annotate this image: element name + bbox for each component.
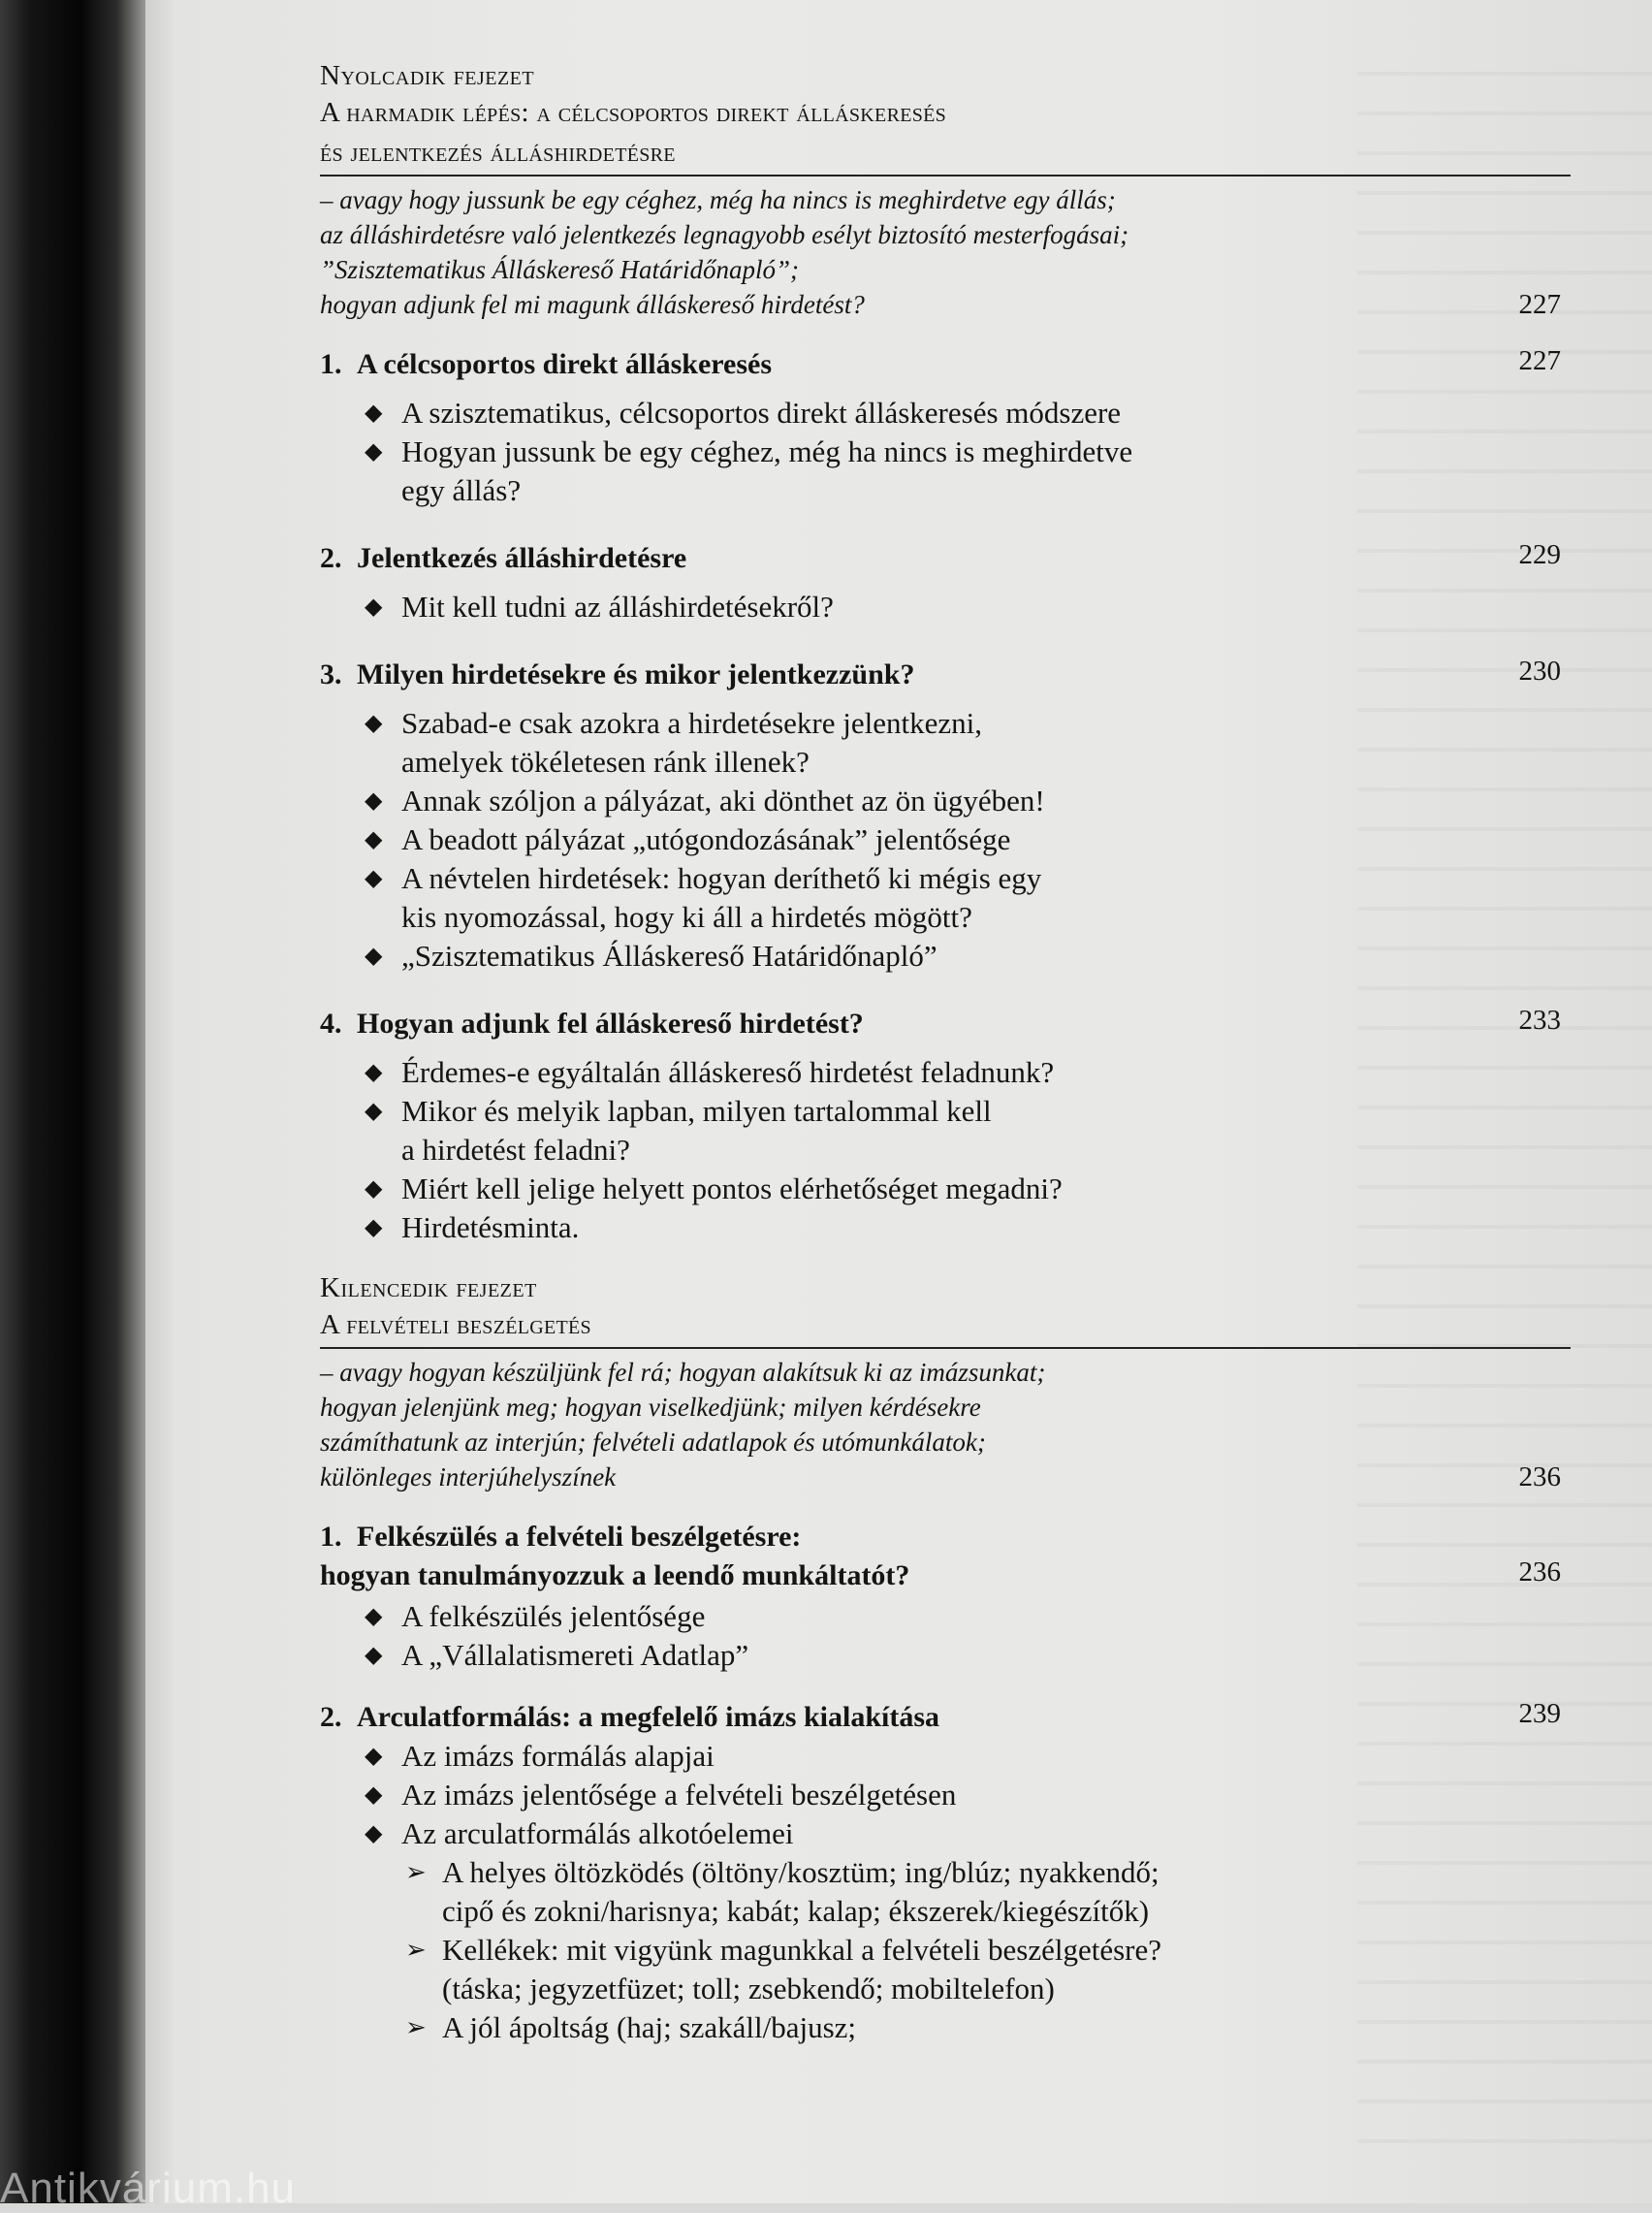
diamond-bullet-icon: ◆ bbox=[365, 1604, 383, 1629]
chapter-9-title: A felvételi beszélgetés bbox=[320, 1309, 591, 1340]
section-number: 4. bbox=[320, 1008, 342, 1040]
section-title: Milyen hirdetésekre és mikor jelentkezzünk? bbox=[357, 658, 915, 690]
section-title: Arculatformálás: a megfelelő imázs kialakítása bbox=[357, 1701, 940, 1733]
chapter-8-label: Nyolcadik fejezet bbox=[320, 60, 535, 91]
chapter-8-title-line-2: és jelentkezés álláshirdetésre bbox=[320, 137, 676, 168]
list-item: ◆ Miért kell jelige helyett pontos elérhetőséget megadni? bbox=[320, 1170, 1652, 1208]
list-item: ◆ Mit kell tudni az álláshirdetésekről? bbox=[320, 588, 1652, 626]
chapter-9-intro bbox=[320, 1355, 1561, 1494]
list-item: ◆ Annak szóljon a pályázat, aki dönthet az ön ügyében! bbox=[320, 782, 1652, 820]
bullet-list bbox=[320, 1053, 1652, 1247]
page-number: 230 bbox=[1518, 656, 1561, 687]
chapter-8-intro bbox=[320, 182, 1561, 322]
intro-line: – avagy hogyan készüljünk fel rá; hogyan alakítsuk ki az imázsunkat; bbox=[320, 1358, 1046, 1387]
diamond-bullet-icon: ◆ bbox=[365, 1643, 383, 1668]
arrow-bullet-icon: ➢ bbox=[405, 2013, 427, 2041]
list-item: ◆ A szisztematikus, célcsoportos direkt álláskeresés módszere bbox=[320, 394, 1652, 433]
section-number: 3. bbox=[320, 658, 342, 690]
bullet-list bbox=[320, 588, 1652, 626]
list-item: ◆ Az imázs formálás alapjai bbox=[320, 1737, 1652, 1776]
list-item: ◆ Hirdetésminta. bbox=[320, 1208, 1652, 1247]
diamond-bullet-icon: ◆ bbox=[365, 401, 383, 426]
diamond-bullet-icon: ◆ bbox=[365, 711, 383, 736]
diamond-bullet-icon: ◆ bbox=[365, 594, 383, 620]
book-spine-edge bbox=[0, 0, 145, 2203]
toc-section-continuation[interactable] bbox=[320, 1556, 1561, 1595]
list-item: ◆ Szabad-e csak azokra a hirdetésekre jelentkezni, bbox=[320, 704, 1652, 743]
diamond-bullet-icon: ◆ bbox=[365, 1060, 383, 1085]
arrow-bullet-icon: ➢ bbox=[405, 1936, 427, 1964]
list-item-continuation: kis nyomozással, hogy ki áll a hirdetés mögött? bbox=[401, 900, 972, 934]
intro-text: különleges interjúhelyszínek bbox=[320, 1462, 617, 1491]
sub-list-item-continuation: cipő és zokni/harisnya; kabát; kalap; ékszerek/kiegészítők) bbox=[442, 1894, 1150, 1928]
section-title: Hogyan adjunk fel álláskereső hirdetést? bbox=[357, 1008, 864, 1040]
page-number: 236 bbox=[1518, 1461, 1561, 1492]
chapter-9-label: Kilencedik fejezet bbox=[320, 1272, 537, 1303]
toc-section[interactable] bbox=[320, 1005, 1561, 1043]
diamond-bullet-icon: ◆ bbox=[365, 944, 383, 969]
list-item: ◆ A névtelen hirdetések: hogyan deríthető ki mégis egy bbox=[320, 859, 1652, 898]
list-item: ◆ Az imázs jelentősége a felvételi beszélgetésen bbox=[320, 1776, 1652, 1814]
sub-list-item: ➢ Kellékek: mit vigyünk magunkkal a felvételi beszélgetésre? bbox=[320, 1931, 1652, 1970]
chapter-8-title-line-1: A harmadik lépés: a célcsoportos direkt álláskeresés bbox=[320, 97, 947, 128]
intro-line: az álláshirdetésre való jelentkezés legnagyobb esélyt biztosító mesterfogásai; bbox=[320, 220, 1129, 249]
diamond-bullet-icon: ◆ bbox=[365, 1099, 383, 1124]
book-page bbox=[145, 0, 1652, 2203]
list-item: ◆ „Szisztematikus Álláskereső Határidőnapló” bbox=[320, 937, 1652, 976]
section-title: A célcsoportos direkt álláskeresés bbox=[357, 348, 773, 380]
diamond-bullet-icon: ◆ bbox=[365, 439, 383, 465]
section-number: 2. bbox=[320, 1701, 342, 1733]
chapter-8-rule bbox=[320, 175, 1571, 176]
chapter-9-rule bbox=[320, 1347, 1571, 1349]
page-number: 239 bbox=[1518, 1698, 1561, 1729]
list-item: ◆ Az arculatformálás alkotóelemei bbox=[320, 1814, 1652, 1853]
list-item: ◆ A beadott pályázat „utógondozásának” jelentősége bbox=[320, 820, 1652, 859]
toc-section[interactable] bbox=[320, 539, 1561, 578]
list-item: ◆ Mikor és melyik lapban, milyen tartalommal kell bbox=[320, 1092, 1652, 1131]
diamond-bullet-icon: ◆ bbox=[365, 788, 383, 814]
bullet-list bbox=[320, 394, 1652, 510]
diamond-bullet-icon: ◆ bbox=[365, 866, 383, 891]
section-title: hogyan tanulmányozzuk a leendő munkáltatót? bbox=[320, 1559, 910, 1591]
list-item: ◆ A felkészülés jelentősége bbox=[320, 1597, 1652, 1636]
page-number: 227 bbox=[1518, 345, 1561, 376]
section-title: Felkészülés a felvételi beszélgetésre: bbox=[357, 1521, 802, 1553]
toc-section[interactable] bbox=[320, 345, 1561, 384]
sub-bullet-list bbox=[320, 1853, 1652, 2047]
toc-section[interactable] bbox=[320, 1698, 1561, 1737]
list-item: ◆ Érdemes-e egyáltalán álláskereső hirdetést feladnunk? bbox=[320, 1053, 1652, 1092]
list-item-continuation: amelyek tökéletesen ránk illenek? bbox=[401, 745, 810, 779]
diamond-bullet-icon: ◆ bbox=[365, 1744, 383, 1769]
section-number: 1. bbox=[320, 348, 342, 380]
intro-text: hogyan adjunk fel mi magunk álláskereső hirdetést? bbox=[320, 290, 865, 319]
table-of-contents bbox=[320, 58, 1652, 2047]
diamond-bullet-icon: ◆ bbox=[365, 1821, 383, 1846]
toc-section[interactable] bbox=[320, 1518, 1561, 1556]
page-number: 236 bbox=[1518, 1556, 1561, 1588]
sub-list-item: ➢ A helyes öltözködés (öltöny/kosztüm; ing/blúz; nyakkendő; bbox=[320, 1853, 1652, 1892]
page-number: 233 bbox=[1518, 1005, 1561, 1036]
page-number: 227 bbox=[1518, 289, 1561, 320]
list-item-continuation: egy állás? bbox=[401, 473, 522, 507]
diamond-bullet-icon: ◆ bbox=[365, 827, 383, 852]
intro-line: hogyan jelenjünk meg; hogyan viselkedjünk; milyen kérdésekre bbox=[320, 1393, 981, 1422]
bullet-list bbox=[320, 704, 1652, 976]
watermark: Antikvárium.hu bbox=[0, 2165, 297, 2212]
list-item-continuation: a hirdetést feladni? bbox=[401, 1133, 630, 1167]
diamond-bullet-icon: ◆ bbox=[365, 1782, 383, 1808]
list-item: ◆ A „Vállalatismereti Adatlap” bbox=[320, 1636, 1652, 1675]
section-number: 2. bbox=[320, 542, 342, 574]
sub-list-item: ➢ A jól ápoltság (haj; szakáll/bajusz; bbox=[320, 2008, 1652, 2047]
section-number: 1. bbox=[320, 1521, 342, 1553]
arrow-bullet-icon: ➢ bbox=[405, 1858, 427, 1886]
bullet-list bbox=[320, 1737, 1652, 1853]
list-item: ◆ Hogyan jussunk be egy céghez, még ha nincs is meghirdetve bbox=[320, 433, 1652, 471]
page-number: 229 bbox=[1518, 539, 1561, 570]
bullet-list bbox=[320, 1597, 1652, 1675]
intro-line: ”Szisztematikus Álláskereső Határidőnapló”; bbox=[320, 255, 800, 284]
toc-section[interactable] bbox=[320, 656, 1561, 694]
intro-line: – avagy hogy jussunk be egy céghez, még ha nincs is meghirdetve egy állás; bbox=[320, 185, 1116, 214]
section-title: Jelentkezés álláshirdetésre bbox=[357, 542, 687, 574]
intro-line bbox=[320, 1459, 1561, 1494]
diamond-bullet-icon: ◆ bbox=[365, 1176, 383, 1202]
intro-line bbox=[320, 287, 1561, 322]
sub-list-item-continuation: (táska; jegyzetfüzet; toll; zsebkendő; mobiltelefon) bbox=[442, 1972, 1055, 2005]
diamond-bullet-icon: ◆ bbox=[365, 1215, 383, 1240]
intro-line: számíthatunk az interjún; felvételi adatlapok és utómunkálatok; bbox=[320, 1427, 986, 1457]
